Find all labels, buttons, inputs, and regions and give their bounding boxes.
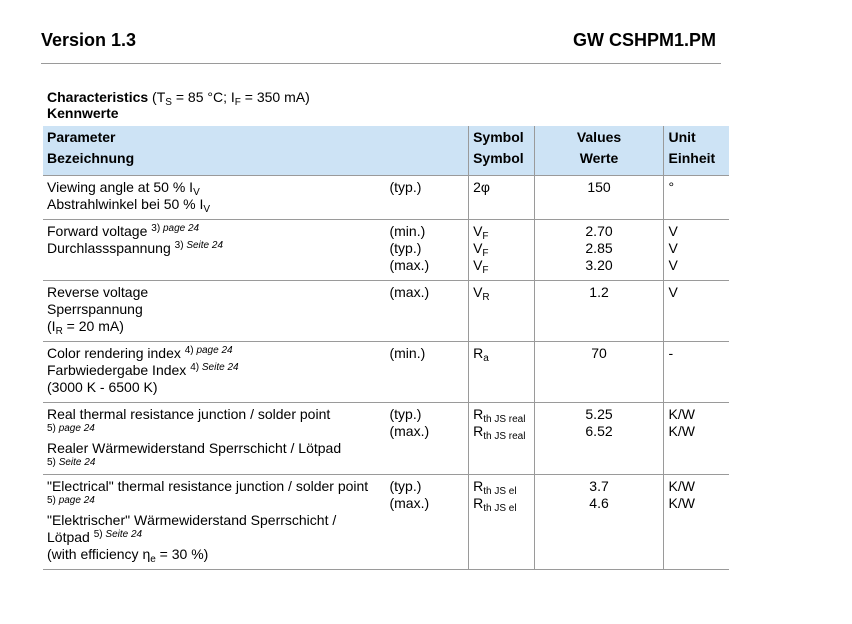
table-row-forward-voltage [43,220,729,281]
col-values: Values [534,126,664,150]
parameter-cell: Color rendering index $^{4) page 24}$ Farbwiedergabe Index $^{4) Seite 24}$ (3000 K - 6500 K) [43,342,385,403]
unit-cell: K/W K/W [664,403,729,475]
table-row-color-rendering [43,342,729,403]
parameter-cell: Forward voltage $^{3) page 24}$ Durchlassspannung $^{3) Seite 24}$ [43,220,385,281]
condition-text-c: = 350 mA) [240,89,310,105]
unit-cell: - [664,342,729,403]
parameter-cell: Real thermal resistance junction / solder point 5) page 24 Realer Wärmewiderstand Sperrschicht / Lötpad 5) Seite 24 [43,403,385,475]
footnote-ref: 3) page 24 [151,223,200,234]
col-unit: Unit [664,126,729,150]
condition-text-a: (T [148,89,166,105]
col-parameter-de: Bezeichnung [43,150,385,176]
unit-cell: K/W K/W [664,475,729,570]
condition-cell: (max.) [385,281,468,342]
table-row-reverse-voltage [43,281,729,342]
value-cell: 1.2 [534,281,664,342]
value-cell: 3.7 4.6 [534,475,664,570]
section-title-label: Characteristics [47,89,149,105]
parameter-cell: Viewing angle at 50 % $I_V$ Abstrahlwinkel bei 50 % $I_V$ [43,176,385,220]
document-version: Version 1.3 [41,30,137,50]
condition-cell: (typ.) (max.) [385,475,468,570]
value-cell: 70 [534,342,664,403]
condition-text-b: = 85 °C; I [171,89,235,105]
col-unit-de: Einheit [664,150,729,176]
if-subscript: F [234,97,241,108]
col-symbol: Symbol [469,126,534,150]
condition-cell: (min.) (typ.) (max.) [385,220,468,281]
value-cell: 150 [534,176,664,220]
footnote-ref: 3) Seite 24 [174,240,224,251]
table-header-row [43,126,729,150]
condition-cell: (min.) [385,342,468,403]
unit-cell: ° [664,176,729,220]
condition-cell: (typ.) [385,176,468,220]
characteristics-table [43,126,729,570]
symbol-cell: $R_a$ [469,342,534,403]
unit-cell: V V V [664,220,729,281]
col-parameter: Parameter [43,126,385,150]
table-row-thermal-electrical [43,475,729,570]
value-cell: 2.70 2.85 3.20 [534,220,664,281]
table-row-thermal-real [43,403,729,475]
col-condition [385,126,468,150]
symbol-cell: $R_{th JS el}$ $R_{th JS el}$ [469,475,534,570]
section-title-de: Kennwerte [47,105,119,121]
symbol-cell: $V_R$ [469,281,534,342]
footnote-ref: 5) page 24 [47,423,95,434]
table-header-row-de [43,150,729,176]
ts-subscript: S [165,97,172,108]
section-title [47,89,310,121]
header-divider [41,63,721,64]
table-row-viewing-angle [43,176,729,220]
unit-cell: V [664,281,729,342]
col-symbol-de: Symbol [469,150,534,176]
condition-cell: (typ.) (max.) [385,403,468,475]
col-values-de: Werte [534,150,664,176]
parameter-cell: Reverse voltage Sperrspannung ($I_R = 20$ mA) [43,281,385,342]
footnote-ref: 5) page 24 [47,495,95,506]
symbol-cell: $R_{th JS real}$ $R_{th JS real}$ [469,403,534,475]
footnote-ref: 4) page 24 [184,345,233,356]
footnote-ref: 4) Seite 24 [190,362,239,373]
value-cell: 5.25 6.52 [534,403,664,475]
footnote-ref: 5) Seite 24 [47,457,96,468]
product-code: GW CSHPM1.PM [573,30,717,50]
parameter-cell: "Electrical" thermal resistance junction / solder point 5) page 24 "Elektrischer" Wärmewiderstand Sperrschicht / Lötpad $^{5) Seite 24}$ (with efficiency $\eta_e = 30$ %) [43,475,385,570]
symbol-cell: 2φ [469,176,534,220]
symbol-cell: $V_F$ $V_F$ $V_F$ [469,220,534,281]
footnote-ref: 5) Seite 24 [93,529,143,540]
